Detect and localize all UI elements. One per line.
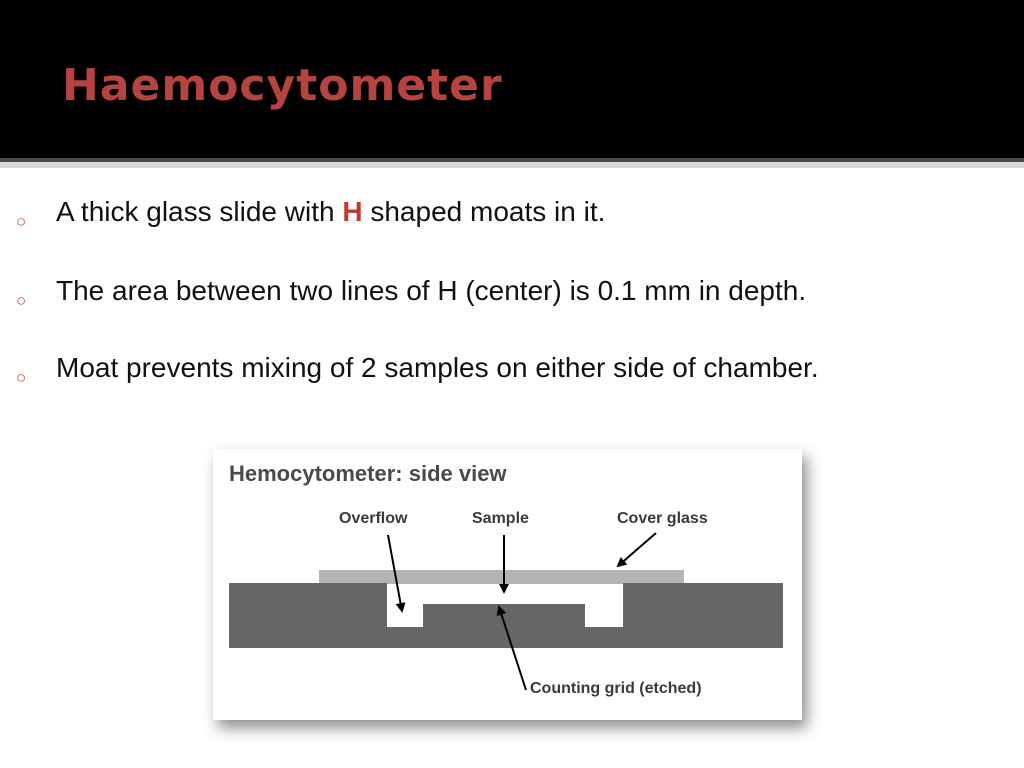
bullet-text-pre: A thick glass slide with xyxy=(56,196,343,227)
bullet-text-post: shaped moats in it. xyxy=(362,196,606,227)
slide-body xyxy=(0,168,1024,768)
counting-grid-label: Counting grid (etched) xyxy=(530,680,702,697)
bullet-highlight-letter: H xyxy=(342,196,363,227)
hemocytometer-figure xyxy=(213,449,802,720)
slide-header xyxy=(0,0,1024,158)
bullet-item xyxy=(0,196,1024,236)
bullet-item xyxy=(0,352,1024,392)
bullet-marker-icon: ○ xyxy=(16,368,27,387)
cover-glass-arrow xyxy=(618,533,656,566)
figure-title: Hemocytometer: side view xyxy=(229,461,507,486)
hemocytometer-side-view-diagram xyxy=(213,449,802,720)
sample-label: Sample xyxy=(472,510,529,527)
bullet-marker-icon: ○ xyxy=(16,212,27,231)
bullet-marker-icon: ○ xyxy=(16,291,27,310)
bullet-text: Moat prevents mixing of 2 samples on either side of chamber. xyxy=(56,352,819,383)
bullet-text: The area between two lines of H (center) is 0.1 mm in depth. xyxy=(56,275,807,306)
cover-glass-label: Cover glass xyxy=(617,510,708,527)
overflow-label: Overflow xyxy=(339,510,408,527)
glass-slide xyxy=(229,583,783,648)
slide-title: Haemocytometer xyxy=(62,60,503,111)
cover-glass xyxy=(319,570,684,584)
bullet-item xyxy=(0,275,1024,315)
bullet-text xyxy=(56,196,605,228)
